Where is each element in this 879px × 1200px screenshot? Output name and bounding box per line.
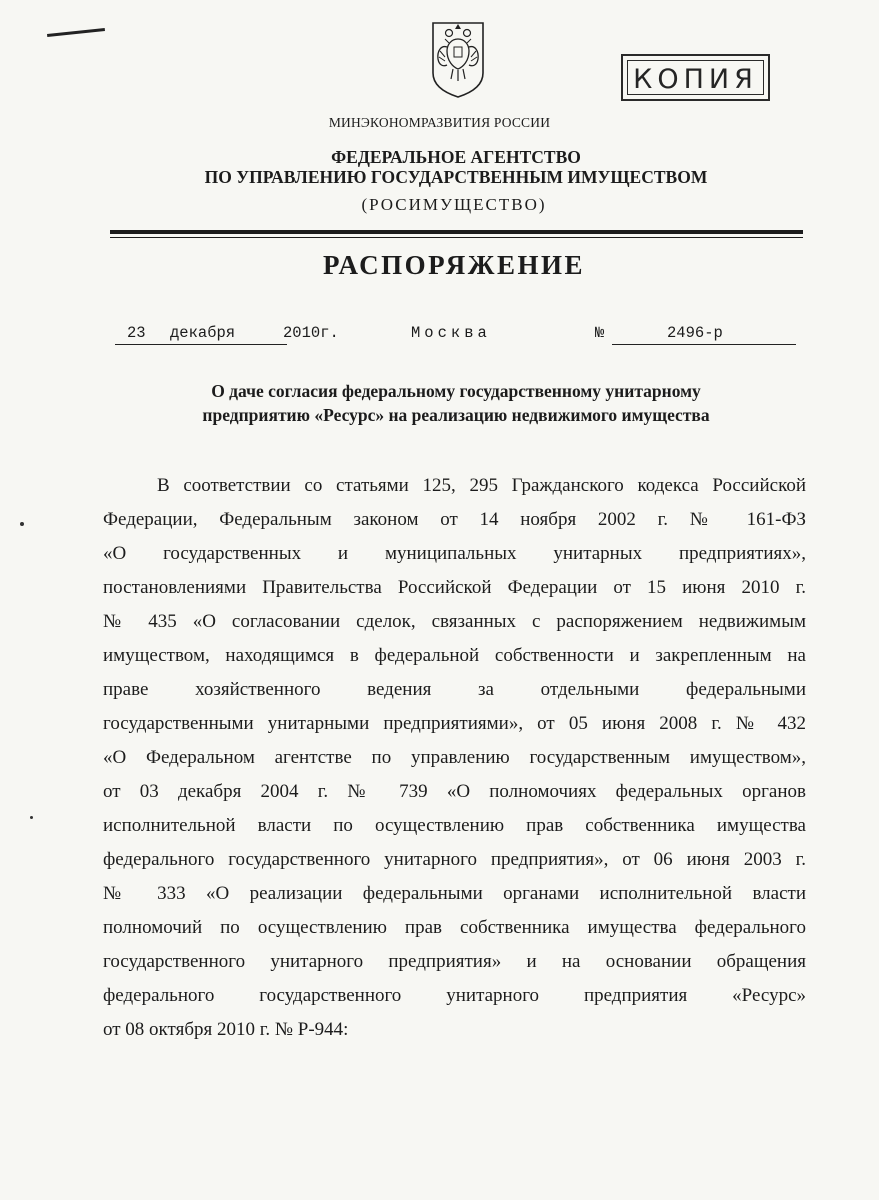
scan-speck [30,816,33,819]
agency-short-name: (РОСИМУЩЕСТВО) [361,195,547,214]
number-underline [612,344,796,345]
document-number-value: 2496-р [667,324,723,342]
copy-stamp-text: КОПИЯ [627,60,764,95]
agency-name-line-1: ФЕДЕРАЛЬНОЕ АГЕНТСТВО [331,147,581,167]
header-divider-thick [110,230,803,234]
document-number [595,324,797,346]
body-line: имуществом, находящимся в федеральной собственности и закрепленным на [103,645,806,666]
document-subject-line-2: предприятию «Ресурс» на реализацию недвижимого имущества [202,405,710,425]
body-line: праве хозяйственного ведения за отдельными федеральными [103,679,806,700]
document-subject-line-1: О даче согласия федеральному государственному унитарному [211,381,701,401]
body-line: постановлениями Правительства Российской Федерации от 15 июня 2010 г. [103,577,806,598]
body-line: полномочий по осуществлению прав собственника имущества федерального [103,917,806,938]
ministry-name: МИНЭКОНОМРАЗВИТИЯ РОССИИ [328,115,551,130]
document-body-paragraph [103,469,806,1047]
agency-name-line-2: ПО УПРАВЛЕНИЮ ГОСУДАРСТВЕННЫМ ИМУЩЕСТВОМ [204,167,708,187]
header-divider-thin [110,237,803,238]
agency-name [0,147,879,187]
body-line: государственными унитарными предприятиями», от 05 июня 2008 г. № 432 [103,713,806,734]
body-line: исполнительной власти по осуществлению прав собственника имущества [103,815,806,836]
body-line: «О Федеральном агентстве по управлению государственным имуществом», [103,747,806,768]
scan-mark [47,28,105,37]
document-date [115,324,339,346]
document-subject [0,379,879,427]
scan-speck [20,522,24,526]
body-line: В соответствии со статьями 125, 295 Гражданского кодекса Российской [157,475,806,496]
body-line: от 08 октября 2010 г. № Р-944: [103,1019,349,1040]
document-type-title: РАСПОРЯЖЕНИЕ [322,250,586,280]
document-date-day: 23 [127,324,146,342]
body-line: № 435 «О согласовании сделок, связанных с распоряжением недвижимым [103,611,806,632]
body-line: «О государственных и муниципальных унитарных предприятиях», [103,543,806,564]
body-line: государственного унитарного предприятия» и на основании обращения [103,951,806,972]
body-line: Федерации, Федеральным законом от 14 ноября 2002 г. № 161-ФЗ [103,509,806,530]
document-city: Москва [411,324,491,342]
body-line: федерального государственного унитарного предприятия «Ресурс» [103,985,806,1006]
copy-stamp [621,54,770,101]
document-number-sign: № [595,324,605,342]
body-line: федерального государственного унитарного предприятия», от 06 июня 2003 г. [103,849,806,870]
body-line: № 333 «О реализации федеральными органами исполнительной власти [103,883,806,904]
body-line: от 03 декабря 2004 г. № 739 «О полномочиях федеральных органов [103,781,806,802]
date-underline [115,344,287,345]
document-date-year: 2010г. [283,324,339,342]
coat-of-arms-emblem [425,17,491,99]
document-date-month: декабря [170,324,236,342]
